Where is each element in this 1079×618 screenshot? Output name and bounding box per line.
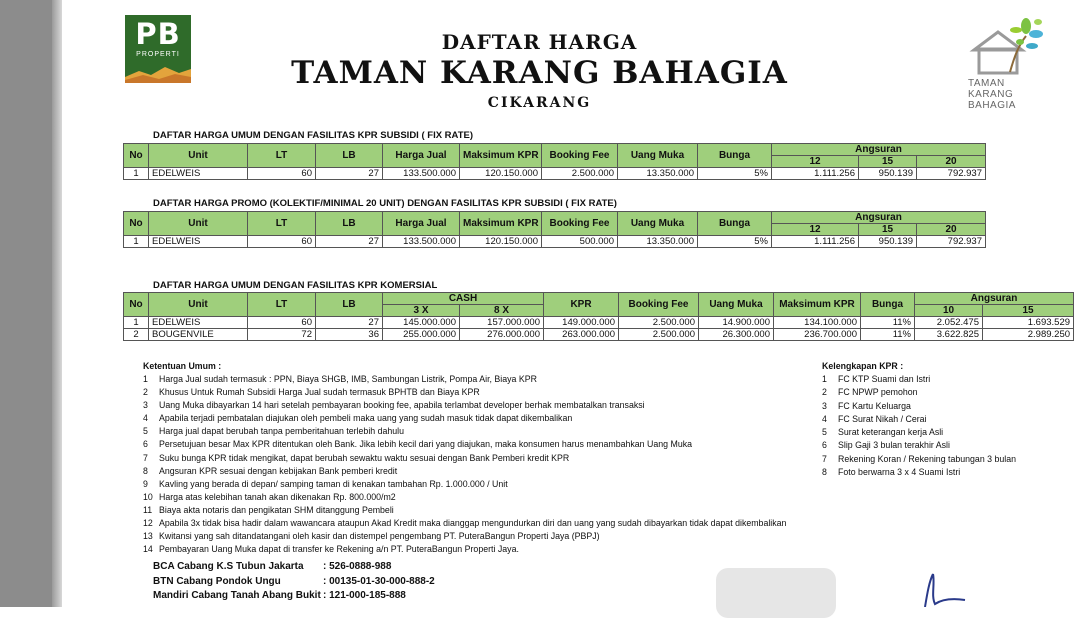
col-header: Bunga	[698, 212, 772, 236]
table1-title: DAFTAR HARGA UMUM DENGAN FASILITAS KPR SUBSIDI ( FIX RATE)	[153, 130, 473, 141]
table-cell: 60	[248, 317, 316, 329]
col-header: Booking Fee	[542, 212, 618, 236]
list-item: 7 Suku bunga KPR tidak mengikat, dapat berubah sewaktu waktu sesuai dengan Bank Pemberi kredit KPR	[143, 452, 570, 463]
requirement-text: Foto berwarna 3 x 4 Suami Istri	[838, 467, 961, 478]
table-cell: 5%	[698, 236, 772, 248]
table-cell: 133.500.000	[383, 168, 460, 180]
table-row	[124, 329, 1074, 341]
requirement-text: Surat keterangan kerja Asli	[838, 427, 944, 438]
term-text: Harga jual dapat berubah tanpa pemberitahuan terlebih dahulu	[159, 426, 405, 437]
table-cell: 60	[248, 168, 316, 180]
signature-mark	[905, 570, 975, 607]
bank-account-row	[153, 575, 435, 590]
table-cell: 27	[316, 317, 383, 329]
bank-account-number: : 121-000-185-888	[323, 590, 406, 601]
table-cell: 2.989.250	[983, 329, 1074, 341]
table-cell: 157.000.000	[460, 317, 544, 329]
table-cell: 236.700.000	[774, 329, 861, 341]
price-table-kpr-komersial	[123, 292, 1074, 341]
list-item: 2 FC NPWP pemohon	[822, 387, 918, 398]
list-item: 1 FC KTP Suami dan Istri	[822, 374, 931, 384]
list-item: 13 Kwitansi yang sah ditandatangani oleh kasir dan distempel pengembang PT. PuteraBangun Properti Jaya (PBPJ)	[143, 531, 600, 542]
col-header: KPR	[544, 293, 619, 317]
col-header: LB	[316, 144, 383, 168]
table-cell: 60	[248, 236, 316, 248]
list-item: 4 Apabila terjadi pembatalan diajukan oleh pembeli maka uang yang sudah masuk tidak dapat dikembalikan	[143, 413, 573, 424]
table-cell: 1	[124, 317, 149, 329]
table-cell: 5%	[698, 168, 772, 180]
table-cell: 1	[124, 236, 149, 248]
col-header: Uang Muka	[618, 212, 698, 236]
table-cell: 11%	[861, 317, 915, 329]
table-cell: 27	[316, 168, 383, 180]
col-header: Angsuran	[915, 293, 1074, 305]
table-cell: EDELWEIS	[149, 168, 248, 180]
bank-name: BCA Cabang K.S Tubun Jakarta	[153, 561, 304, 572]
requirement-text: FC NPWP pemohon	[838, 387, 918, 398]
requirement-text: Rekening Koran / Rekening tabungan 3 bulan	[838, 453, 1017, 464]
table-row	[124, 168, 986, 180]
col-header: Bunga	[698, 144, 772, 168]
term-text: Apabila terjadi pembatalan diajukan oleh pembeli maka uang yang sudah masuk tidak dapat dikembalikan	[159, 413, 573, 424]
table-cell: 1.693.529	[983, 317, 1074, 329]
list-item: 12 Apabila 3x tidak bisa hadir dalam wawancara ataupun Akad Kredit maka dianggap mengundurkan diri dan uang yang sudah dibayarkan tidak dapat dikembalikan	[143, 518, 787, 529]
pb-logo-subtext: PROPERTI	[136, 51, 180, 58]
table-cell: 2.500.000	[619, 317, 699, 329]
sub-header: 3 X	[383, 305, 460, 317]
col-header: Maksimum KPR	[460, 144, 542, 168]
sub-header: 12	[772, 224, 859, 236]
table-cell: EDELWEIS	[149, 317, 248, 329]
bank-account-number: : 526-0888-988	[323, 561, 392, 572]
table-cell: 2	[124, 329, 149, 341]
table-cell: 2.500.000	[619, 329, 699, 341]
table-cell: 27	[316, 236, 383, 248]
list-item: 14 Pembayaran Uang Muka dapat di transfer ke Rekening a/n PT. PuteraBangun Properti Jaya.	[143, 544, 519, 555]
col-header: Harga Jual	[383, 144, 460, 168]
table-cell: 13.350.000	[618, 236, 698, 248]
table-cell: 950.139	[859, 168, 917, 180]
term-text: Khusus Untuk Rumah Subsidi Harga Jual sudah termasuk BPHTB dan Biaya KPR	[159, 387, 480, 398]
col-header: No	[124, 212, 149, 236]
table-cell: 134.100.000	[774, 317, 861, 329]
table-cell: 3.622.825	[915, 329, 983, 341]
sub-header: 10	[915, 305, 983, 317]
tkb-logo-line-1: TAMAN	[968, 78, 1005, 89]
col-header: Maksimum KPR	[774, 293, 861, 317]
list-item: 10 Harga atas kelebihan tanah akan dikenakan Rp. 800.000/m2	[143, 491, 396, 502]
col-header: Angsuran	[772, 212, 986, 224]
table-cell: 133.500.000	[383, 236, 460, 248]
table-cell: 149.000.000	[544, 317, 619, 329]
term-text: Persetujuan besar Max KPR ditentukan oleh Bank. Jika lebih kecil dari yang diajukan, maka konsumen harus menambahkan Uang Muka	[159, 439, 692, 450]
bank-accounts	[153, 560, 435, 604]
bank-name: Mandiri Cabang Tanah Abang Bukit	[153, 590, 321, 601]
scan-left-edge	[0, 0, 60, 607]
requirement-text: Slip Gaji 3 bulan terakhir Asli	[838, 440, 950, 451]
photo-overlay-blob	[716, 568, 836, 618]
col-header: Uang Muka	[618, 144, 698, 168]
table-cell: 255.000.000	[383, 329, 460, 341]
list-item: 6 Slip Gaji 3 bulan terakhir Asli	[822, 440, 950, 451]
price-table-kpr-subsidi	[123, 143, 986, 180]
scan-edge-shadow	[52, 0, 62, 607]
col-header: Unit	[149, 144, 248, 168]
table-cell: 14.900.000	[699, 317, 774, 329]
project-location: CIKARANG	[487, 95, 592, 111]
term-text: Pembayaran Uang Muka dapat di transfer ke Rekening a/n PT. PuteraBangun Properti Jaya.	[159, 544, 519, 555]
col-header: No	[124, 293, 149, 317]
table-cell: 1	[124, 168, 149, 180]
table-cell: 950.139	[859, 236, 917, 248]
table-cell: 263.000.000	[544, 329, 619, 341]
bank-account-row	[153, 589, 435, 604]
col-header: Booking Fee	[619, 293, 699, 317]
list-item: 5 Surat keterangan kerja Asli	[822, 427, 944, 438]
list-item: 7 Rekening Koran / Rekening tabungan 3 bulan	[822, 453, 1017, 464]
general-terms-title: Ketentuan Umum :	[143, 361, 222, 371]
sub-header: 15	[859, 224, 917, 236]
col-header: Angsuran	[772, 144, 986, 156]
table3-title: DAFTAR HARGA UMUM DENGAN FASILITAS KPR KOMERSIAL	[153, 280, 438, 291]
table-cell: EDELWEIS	[149, 236, 248, 248]
table-cell: 11%	[861, 329, 915, 341]
list-item: 8 Angsuran KPR sesuai dengan kebijakan Bank pemberi kredit	[143, 465, 398, 476]
document-title: DAFTAR HARGA	[441, 30, 638, 54]
table-cell: 792.937	[917, 168, 986, 180]
term-text: Angsuran KPR sesuai dengan kebijakan Bank pemberi kredit	[159, 465, 398, 476]
term-text: Uang Muka dibayarkan 14 hari setelah pembayaran booking fee, apabila terlambat developer berhak membatalkan transaksi	[159, 400, 645, 411]
tkb-logo-line-2: KARANG	[968, 89, 1014, 100]
bank-account-row	[153, 560, 435, 575]
col-header: Booking Fee	[542, 144, 618, 168]
list-item: 6 Persetujuan besar Max KPR ditentukan oleh Bank. Jika lebih kecil dari yang diajukan, maka konsumen harus menambahkan Uang Muka	[143, 439, 692, 450]
col-header: LB	[316, 212, 383, 236]
list-item: 9 Kavling yang berada di depan/ samping taman di kenakan tambahan Rp. 1.000.000 / Unit	[143, 478, 508, 489]
sub-header: 15	[859, 156, 917, 168]
list-item: 1 Harga Jual sudah termasuk : PPN, Biaya SHGB, IMB, Sambungan Listrik, Pompa Air, Biaya KPR	[143, 374, 537, 384]
term-text: Suku bunga KPR tidak mengikat, dapat berubah sewaktu waktu sesuai dengan Bank Pemberi kredit KPR	[159, 452, 570, 463]
list-item: 8 Foto berwarna 3 x 4 Suami Istri	[822, 467, 961, 478]
table-cell: 72	[248, 329, 316, 341]
table-cell: 145.000.000	[383, 317, 460, 329]
requirement-text: FC Kartu Keluarga	[838, 400, 911, 411]
term-text: Biaya akta notaris dan pengikatan SHM ditanggung Pembeli	[159, 504, 394, 515]
sub-header: 8 X	[460, 305, 544, 317]
kpr-requirements	[822, 361, 1016, 479]
table-cell: 26.300.000	[699, 329, 774, 341]
list-item: 11 Biaya akta notaris dan pengikatan SHM ditanggung Pembeli	[143, 504, 394, 515]
col-header: Unit	[149, 293, 248, 317]
price-table-kpr-subsidi-promo	[123, 211, 986, 248]
table-cell: 276.000.000	[460, 329, 544, 341]
kpr-requirements-title: Kelengkapan KPR :	[822, 361, 904, 371]
list-item: 3 FC Kartu Keluarga	[822, 400, 911, 411]
table-row	[124, 236, 986, 248]
term-text: Harga atas kelebihan tanah akan dikenakan Rp. 800.000/m2	[159, 491, 396, 502]
table-cell: 120.150.000	[460, 236, 542, 248]
table-cell: 500.000	[542, 236, 618, 248]
project-name: TAMAN KARANG BAHAGIA	[291, 55, 788, 91]
table-cell: 120.150.000	[460, 168, 542, 180]
table2-title: DAFTAR HARGA PROMO (KOLEKTIF/MINIMAL 20 UNIT) DENGAN FASILITAS KPR SUBSIDI ( FIX RATE)	[153, 198, 617, 209]
col-header: LT	[248, 144, 316, 168]
col-header: LT	[248, 212, 316, 236]
term-text: Kavling yang berada di depan/ samping taman di kenakan tambahan Rp. 1.000.000 / Unit	[159, 478, 508, 489]
col-header: Unit	[149, 212, 248, 236]
requirement-text: FC KTP Suami dan Istri	[838, 374, 931, 384]
col-header: Uang Muka	[699, 293, 774, 317]
table-row	[124, 317, 1074, 329]
term-text: Apabila 3x tidak bisa hadir dalam wawancara ataupun Akad Kredit maka dianggap mengundurkan diri dan uang yang sudah dibayarkan tidak dapat dikembalikan	[159, 518, 787, 529]
col-header: Harga Jual	[383, 212, 460, 236]
table-cell: 1.111.256	[772, 168, 859, 180]
bank-account-number: : 00135-01-30-000-888-2	[323, 575, 435, 587]
list-item: 4 FC Surat Nikah / Cerai	[822, 413, 927, 424]
col-header: Bunga	[861, 293, 915, 317]
bank-name: BTN Cabang Pondok Ungu	[153, 575, 281, 587]
table-cell: 1.111.256	[772, 236, 859, 248]
col-header: Maksimum KPR	[460, 212, 542, 236]
requirement-text: FC Surat Nikah / Cerai	[838, 413, 927, 424]
list-item: 3 Uang Muka dibayarkan 14 hari setelah pembayaran booking fee, apabila terlambat developer berhak membatalkan transaksi	[143, 400, 645, 411]
table-cell: 2.052.475	[915, 317, 983, 329]
general-terms	[143, 361, 786, 556]
term-text: Kwitansi yang sah ditandatangani oleh kasir dan distempel pengembang PT. PuteraBangun Properti Jaya (PBPJ)	[159, 531, 600, 542]
sub-header: 20	[917, 224, 986, 236]
sub-header: 12	[772, 156, 859, 168]
tkb-logo-line-3: BAHAGIA	[968, 100, 1016, 111]
table-cell: 792.937	[917, 236, 986, 248]
pb-logo-text: PB	[135, 17, 181, 51]
term-text: Harga Jual sudah termasuk : PPN, Biaya SHGB, IMB, Sambungan Listrik, Pompa Air, Biaya KPR	[159, 374, 537, 384]
list-item: 5 Harga jual dapat berubah tanpa pemberitahuan terlebih dahulu	[143, 426, 405, 437]
table-cell: 2.500.000	[542, 168, 618, 180]
table-cell: 36	[316, 329, 383, 341]
col-header: No	[124, 144, 149, 168]
sub-header: 15	[983, 305, 1074, 317]
sub-header: 20	[917, 156, 986, 168]
list-item: 2 Khusus Untuk Rumah Subsidi Harga Jual sudah termasuk BPHTB dan Biaya KPR	[143, 387, 480, 398]
col-header: LT	[248, 293, 316, 317]
table-cell: 13.350.000	[618, 168, 698, 180]
col-header: CASH	[383, 293, 544, 305]
table-cell: BOUGENVILE	[149, 329, 248, 341]
col-header: LB	[316, 293, 383, 317]
